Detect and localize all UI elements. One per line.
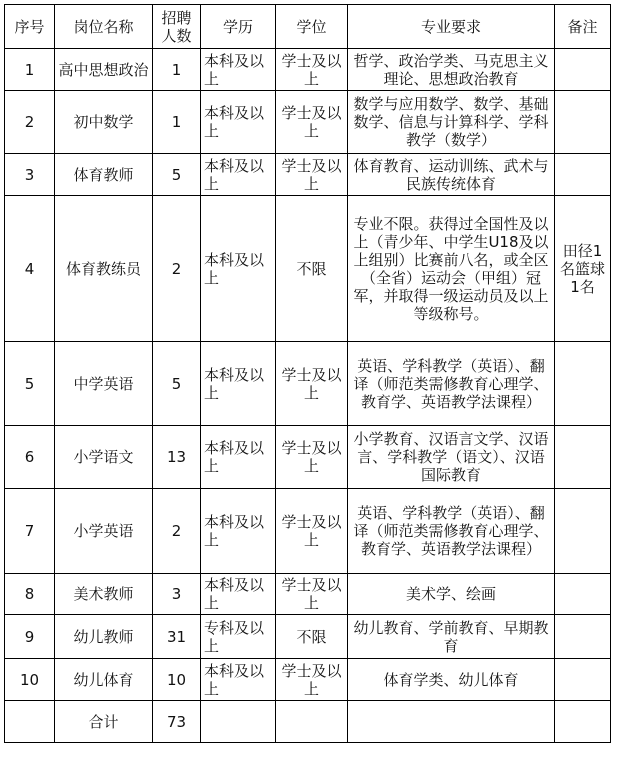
cell-count: 1 (153, 91, 201, 154)
cell-count: 5 (153, 154, 201, 196)
cell-no: 2 (5, 91, 55, 154)
table-row (5, 615, 611, 659)
cell-major: 美术学、绘画 (348, 574, 555, 615)
cell-note (555, 426, 611, 489)
cell-major: 幼儿教育、学前教育、早期教育 (348, 615, 555, 659)
cell-major: 专业不限。获得过全国性及以上（青少年、中学生U18及以上组别）比赛前八名，或全区（全省）运动会（甲组）冠军，并取得一级运动员及以上等级称号。 (348, 196, 555, 342)
cell-major: 英语、学科教学（英语）、翻译（师范类需修教育心理学、教育学、英语教学法课程） (348, 489, 555, 574)
table-row (5, 342, 611, 426)
cell-count: 10 (153, 659, 201, 701)
cell-position: 幼儿体育 (55, 659, 153, 701)
table-row (5, 91, 611, 154)
total-row (5, 701, 611, 743)
cell-education: 本科及以上 (201, 342, 276, 426)
total-count: 73 (153, 701, 201, 743)
table-row (5, 154, 611, 196)
table-row (5, 659, 611, 701)
header-cell-major: 专业要求 (348, 5, 555, 49)
cell-no-empty (5, 701, 55, 743)
cell-education: 本科及以上 (201, 196, 276, 342)
cell-note (555, 49, 611, 91)
cell-count: 2 (153, 489, 201, 574)
cell-degree: 学士及以上 (276, 342, 348, 426)
cell-count: 31 (153, 615, 201, 659)
cell-no: 9 (5, 615, 55, 659)
cell-education: 本科及以上 (201, 426, 276, 489)
cell-degree: 学士及以上 (276, 489, 348, 574)
cell-note (555, 489, 611, 574)
cell-no: 5 (5, 342, 55, 426)
cell-empty (276, 701, 348, 743)
cell-education: 本科及以上 (201, 489, 276, 574)
cell-note (555, 574, 611, 615)
cell-no: 1 (5, 49, 55, 91)
cell-count: 13 (153, 426, 201, 489)
cell-degree: 不限 (276, 615, 348, 659)
cell-degree: 学士及以上 (276, 49, 348, 91)
cell-degree: 学士及以上 (276, 659, 348, 701)
cell-count: 2 (153, 196, 201, 342)
cell-education: 本科及以上 (201, 574, 276, 615)
cell-note: 田径1名篮球1名 (555, 196, 611, 342)
cell-position: 高中思想政治 (55, 49, 153, 91)
cell-position: 小学语文 (55, 426, 153, 489)
cell-count: 1 (153, 49, 201, 91)
header-cell-no: 序号 (5, 5, 55, 49)
cell-note (555, 154, 611, 196)
cell-position: 美术教师 (55, 574, 153, 615)
cell-no: 6 (5, 426, 55, 489)
cell-degree: 学士及以上 (276, 91, 348, 154)
cell-count: 5 (153, 342, 201, 426)
cell-major: 体育学类、幼儿体育 (348, 659, 555, 701)
cell-empty (201, 701, 276, 743)
header-cell-education: 学历 (201, 5, 276, 49)
table-row (5, 196, 611, 342)
header-cell-degree: 学位 (276, 5, 348, 49)
cell-no: 4 (5, 196, 55, 342)
header-row (5, 5, 611, 49)
cell-degree: 学士及以上 (276, 426, 348, 489)
cell-empty (348, 701, 555, 743)
cell-note (555, 615, 611, 659)
header-cell-position: 岗位名称 (55, 5, 153, 49)
cell-no: 3 (5, 154, 55, 196)
cell-empty (555, 701, 611, 743)
total-label: 合计 (55, 701, 153, 743)
table-row (5, 489, 611, 574)
table-row (5, 426, 611, 489)
cell-education: 本科及以上 (201, 49, 276, 91)
cell-education: 本科及以上 (201, 659, 276, 701)
cell-count: 3 (153, 574, 201, 615)
cell-degree: 学士及以上 (276, 574, 348, 615)
table-row (5, 574, 611, 615)
cell-position: 小学英语 (55, 489, 153, 574)
cell-position: 中学英语 (55, 342, 153, 426)
cell-degree: 不限 (276, 196, 348, 342)
cell-major: 体育教育、运动训练、武术与民族传统体育 (348, 154, 555, 196)
header-cell-note: 备注 (555, 5, 611, 49)
cell-major: 数学与应用数学、数学、基础数学、信息与计算科学、学科教学（数学） (348, 91, 555, 154)
cell-no: 10 (5, 659, 55, 701)
recruitment-table (4, 4, 611, 743)
cell-education: 本科及以上 (201, 154, 276, 196)
header-cell-count: 招聘人数 (153, 5, 201, 49)
cell-major: 哲学、政治学类、马克思主义理论、思想政治教育 (348, 49, 555, 91)
cell-no: 7 (5, 489, 55, 574)
cell-note (555, 659, 611, 701)
cell-position: 初中数学 (55, 91, 153, 154)
cell-no: 8 (5, 574, 55, 615)
cell-degree: 学士及以上 (276, 154, 348, 196)
cell-position: 体育教师 (55, 154, 153, 196)
cell-major: 小学教育、汉语言文学、汉语言、学科教学（语文）、汉语国际教育 (348, 426, 555, 489)
table-row (5, 49, 611, 91)
cell-position: 幼儿教师 (55, 615, 153, 659)
cell-education: 专科及以上 (201, 615, 276, 659)
cell-note (555, 342, 611, 426)
cell-education: 本科及以上 (201, 91, 276, 154)
cell-major: 英语、学科教学（英语）、翻译（师范类需修教育心理学、教育学、英语教学法课程） (348, 342, 555, 426)
cell-position: 体育教练员 (55, 196, 153, 342)
cell-note (555, 91, 611, 154)
